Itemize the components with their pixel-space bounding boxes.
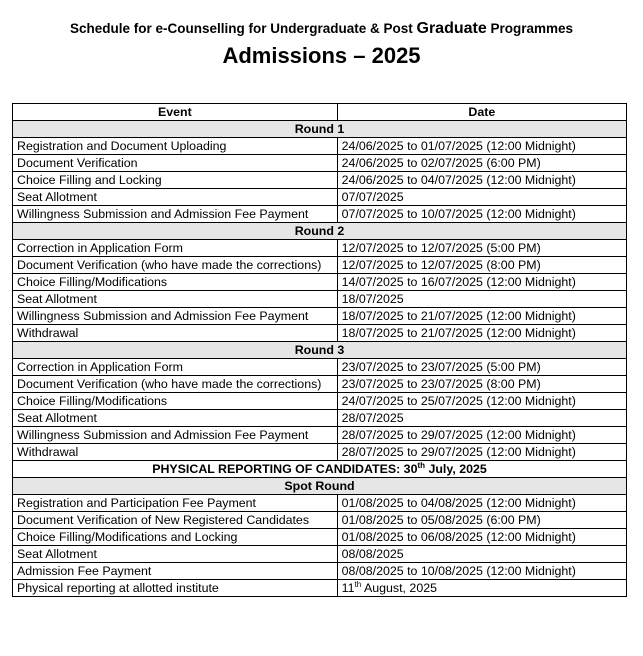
event-cell: Document Verification (who have made the corrections) <box>13 376 338 393</box>
table-row <box>13 495 627 512</box>
table-row <box>13 138 627 155</box>
physical-reporting-suffix: July, 2025 <box>425 462 487 476</box>
event-cell: Choice Filling/Modifications <box>13 393 338 410</box>
date-cell: 14/07/2025 to 16/07/2025 (12:00 Midnight) <box>337 274 626 291</box>
event-cell: Choice Filling/Modifications and Locking <box>13 529 338 546</box>
event-cell: Withdrawal <box>13 444 338 461</box>
date-cell: 08/08/2025 to 10/08/2025 (12:00 Midnight) <box>337 563 626 580</box>
date-cell: 28/07/2025 <box>337 410 626 427</box>
round-1-heading-row <box>13 121 627 138</box>
table-row <box>13 291 627 308</box>
event-cell: Document Verification (who have made the corrections) <box>13 257 338 274</box>
date-cell: 07/07/2025 <box>337 189 626 206</box>
schedule-table <box>12 103 627 597</box>
table-row <box>13 376 627 393</box>
table-row <box>13 546 627 563</box>
round-3-heading-row <box>13 342 627 359</box>
date-cell: 07/07/2025 to 10/07/2025 (12:00 Midnight) <box>337 206 626 223</box>
physical-reporting-row <box>13 461 627 478</box>
event-cell: Seat Allotment <box>13 546 338 563</box>
table-row <box>13 410 627 427</box>
date-cell: 12/07/2025 to 12/07/2025 (8:00 PM) <box>337 257 626 274</box>
date-cell: 01/08/2025 to 05/08/2025 (6:00 PM) <box>337 512 626 529</box>
spot-round-heading: Spot Round <box>13 478 627 495</box>
date-cell <box>337 580 626 597</box>
event-cell: Withdrawal <box>13 325 338 342</box>
event-cell: Choice Filling and Locking <box>13 172 338 189</box>
table-row <box>13 427 627 444</box>
event-cell: Willingness Submission and Admission Fee Payment <box>13 427 338 444</box>
spot-round-heading-row <box>13 478 627 495</box>
date-sup: th <box>354 579 362 589</box>
table-row <box>13 308 627 325</box>
table-row <box>13 393 627 410</box>
event-cell: Admission Fee Payment <box>13 563 338 580</box>
table-row <box>13 325 627 342</box>
table-row <box>13 563 627 580</box>
date-cell: 23/07/2025 to 23/07/2025 (5:00 PM) <box>337 359 626 376</box>
table-row <box>13 155 627 172</box>
date-cell: 24/06/2025 to 02/07/2025 (6:00 PM) <box>337 155 626 172</box>
date-cell: 28/07/2025 to 29/07/2025 (12:00 Midnight) <box>337 444 626 461</box>
table-row <box>13 206 627 223</box>
date-cell: 18/07/2025 to 21/07/2025 (12:00 Midnight) <box>337 325 626 342</box>
date-cell: 01/08/2025 to 06/08/2025 (12:00 Midnight) <box>337 529 626 546</box>
event-cell: Physical reporting at allotted institute <box>13 580 338 597</box>
subtitle-part-a: Schedule for e-Counselling for Undergraduate & Post <box>69 21 417 36</box>
event-cell: Correction in Application Form <box>13 240 338 257</box>
date-cell: 12/07/2025 to 12/07/2025 (5:00 PM) <box>337 240 626 257</box>
document-title: Admissions – 2025 <box>222 43 421 68</box>
event-cell: Seat Allotment <box>13 410 338 427</box>
table-row <box>13 529 627 546</box>
table-row <box>13 172 627 189</box>
date-cell: 24/06/2025 to 04/07/2025 (12:00 Midnight) <box>337 172 626 189</box>
date-cell: 01/08/2025 to 04/08/2025 (12:00 Midnight) <box>337 495 626 512</box>
table-row <box>13 444 627 461</box>
event-cell: Choice Filling/Modifications <box>13 274 338 291</box>
event-cell: Willingness Submission and Admission Fee Payment <box>13 308 338 325</box>
table-row <box>13 257 627 274</box>
event-cell: Seat Allotment <box>13 291 338 308</box>
date-cell: 23/07/2025 to 23/07/2025 (8:00 PM) <box>337 376 626 393</box>
date-prefix: 11 <box>341 581 355 595</box>
round-1-heading: Round 1 <box>13 121 627 138</box>
event-cell: Document Verification <box>13 155 338 172</box>
physical-reporting-prefix: PHYSICAL REPORTING OF CANDIDATES: 30 <box>152 462 418 476</box>
date-cell: 18/07/2025 to 21/07/2025 (12:00 Midnight) <box>337 308 626 325</box>
table-row <box>13 240 627 257</box>
event-cell: Registration and Participation Fee Payment <box>13 495 338 512</box>
date-cell: 18/07/2025 <box>337 291 626 308</box>
table-row <box>13 359 627 376</box>
event-cell: Seat Allotment <box>13 189 338 206</box>
date-cell: 28/07/2025 to 29/07/2025 (12:00 Midnight) <box>337 427 626 444</box>
round-2-heading-row <box>13 223 627 240</box>
subtitle-part-b: Graduate <box>416 20 487 37</box>
date-cell: 08/08/2025 <box>337 546 626 563</box>
table-row <box>13 580 627 597</box>
event-cell: Registration and Document Uploading <box>13 138 338 155</box>
table-header-row <box>13 104 627 121</box>
event-cell: Willingness Submission and Admission Fee Payment <box>13 206 338 223</box>
round-3-heading: Round 3 <box>13 342 627 359</box>
table-row <box>13 512 627 529</box>
event-cell: Correction in Application Form <box>13 359 338 376</box>
date-cell: 24/07/2025 to 25/07/2025 (12:00 Midnight) <box>337 393 626 410</box>
physical-reporting-heading <box>13 461 627 478</box>
event-cell: Document Verification of New Registered Candidates <box>13 512 338 529</box>
table-row <box>13 274 627 291</box>
column-header-event: Event <box>13 104 338 121</box>
date-suffix: August, 2025 <box>361 581 437 595</box>
date-cell: 24/06/2025 to 01/07/2025 (12:00 Midnight) <box>337 138 626 155</box>
physical-reporting-sup: th <box>417 460 426 470</box>
document-subtitle <box>0 20 643 38</box>
column-header-date: Date <box>337 104 626 121</box>
subtitle-part-c: Programmes <box>486 21 574 36</box>
round-2-heading: Round 2 <box>13 223 627 240</box>
table-row <box>13 189 627 206</box>
